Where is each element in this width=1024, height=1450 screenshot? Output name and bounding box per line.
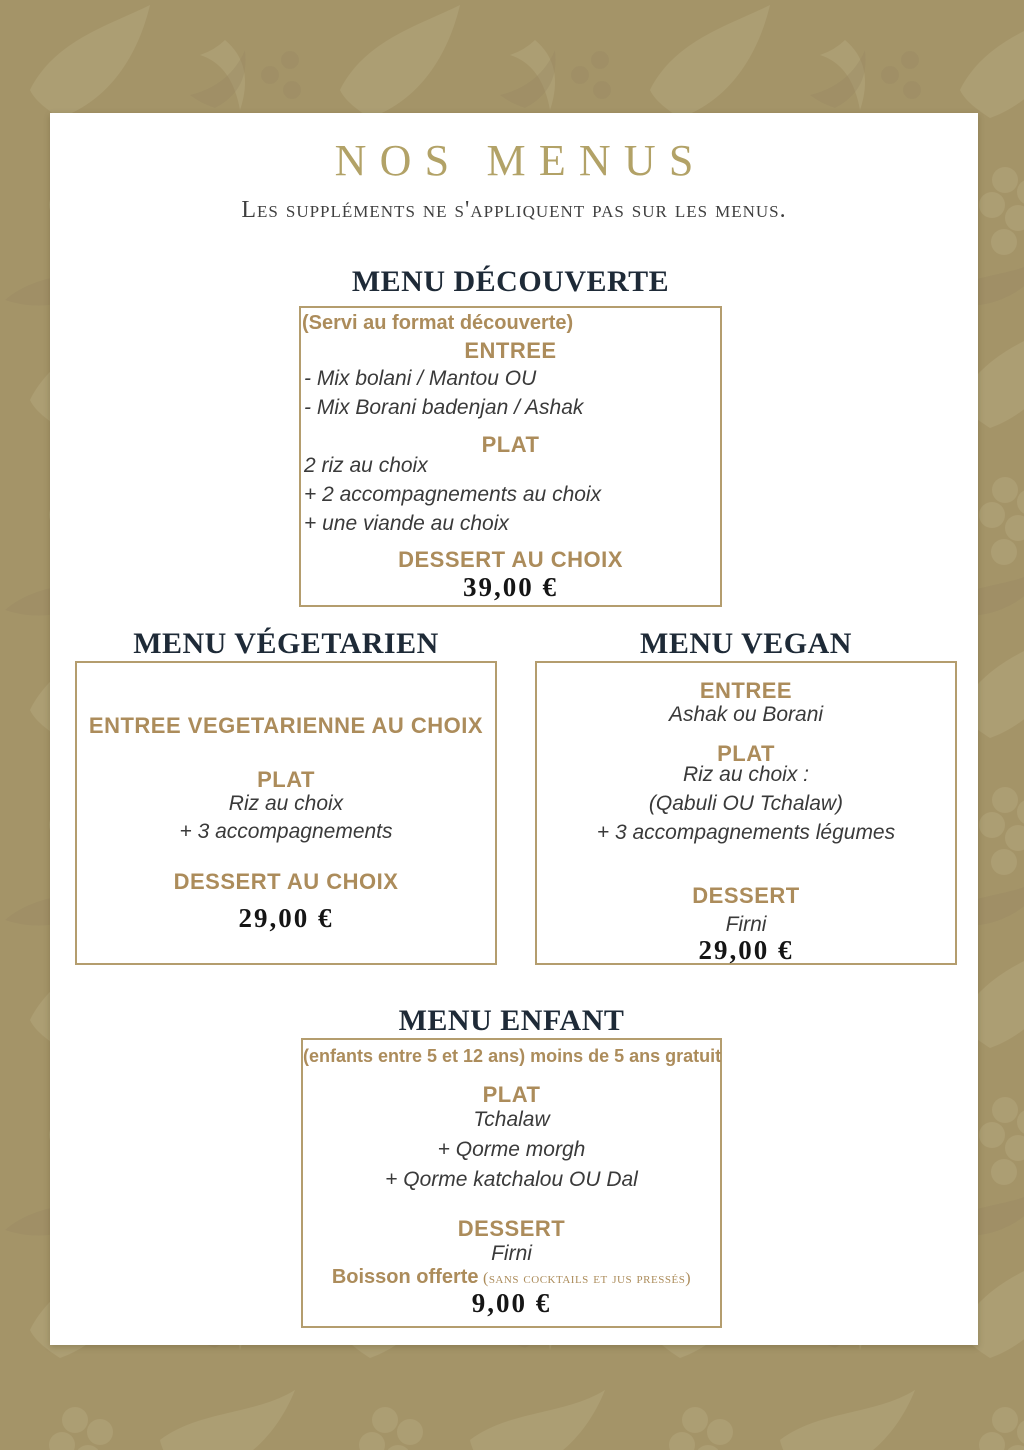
enfant-drink-line bbox=[303, 1266, 720, 1289]
decouverte-note: (Servi au format découverte) bbox=[302, 312, 574, 334]
box-menu-vegetarien bbox=[75, 661, 497, 965]
heading-menu-enfant: MENU ENFANT bbox=[398, 1004, 625, 1037]
vegan-plat-item: + 3 accompagnements légumes bbox=[596, 821, 896, 844]
decouverte-plat-item: 2 riz au choix bbox=[304, 454, 428, 477]
vegan-price: 29,00 € bbox=[698, 935, 794, 965]
vegetarien-plat-label: PLAT bbox=[257, 767, 315, 792]
box-menu-enfant bbox=[301, 1038, 722, 1328]
box-menu-vegan bbox=[535, 661, 957, 965]
decouverte-dessert-label: DESSERT AU CHOIX bbox=[398, 547, 623, 572]
vegan-plat-item: (Qabuli OU Tchalaw) bbox=[648, 792, 844, 815]
enfant-note: (enfants entre 5 et 12 ans) moins de 5 ans gratuit bbox=[303, 1046, 722, 1066]
vegan-plat-item: Riz au choix : bbox=[682, 763, 810, 786]
decouverte-entree-item: - Mix Borani badenjan / Ashak bbox=[304, 396, 584, 419]
decouverte-entree-label: ENTREE bbox=[464, 338, 557, 363]
vegetarien-dessert-label: DESSERT AU CHOIX bbox=[173, 869, 399, 894]
enfant-dessert-item: Firni bbox=[491, 1242, 532, 1265]
vegetarien-plat-item: + 3 accompagnements bbox=[179, 820, 393, 843]
heading-menu-vegan: MENU VEGAN bbox=[640, 627, 852, 660]
decouverte-entree-item: - Mix bolani / Mantou OU bbox=[304, 367, 537, 390]
vegan-plat-label: PLAT bbox=[717, 741, 775, 766]
enfant-plat-item: + Qorme morgh bbox=[437, 1138, 586, 1161]
heading-menu-decouverte: MENU DÉCOUVERTE bbox=[351, 265, 670, 298]
heading-menu-vegetarien: MENU VÉGETARIEN bbox=[133, 627, 439, 660]
enfant-dessert-label: DESSERT bbox=[457, 1216, 566, 1241]
menu-card bbox=[50, 113, 978, 1345]
decouverte-plat-item: + une viande au choix bbox=[304, 512, 509, 535]
enfant-price: 9,00 € bbox=[471, 1288, 552, 1318]
decouverte-price: 39,00 € bbox=[463, 572, 558, 602]
vegan-dessert-item: Firni bbox=[725, 913, 767, 936]
vegetarien-plat-item: Riz au choix bbox=[228, 792, 344, 815]
page-subtitle: Les suppléments ne s'appliquent pas sur les menus. bbox=[241, 197, 787, 223]
enfant-drink-note: (sans cocktails et jus pressés) bbox=[482, 1270, 692, 1287]
decouverte-plat-label: PLAT bbox=[481, 432, 540, 457]
page-title: NOS MENUS bbox=[334, 136, 707, 185]
vegetarien-entree-label: ENTREE VEGETARIENNE AU CHOIX bbox=[88, 713, 484, 738]
enfant-plat-item: Tchalaw bbox=[473, 1108, 550, 1131]
decouverte-plat-item: + 2 accompagnements au choix bbox=[304, 483, 602, 506]
enfant-drink-label: Boisson offerte bbox=[331, 1266, 479, 1288]
enfant-plat-label: PLAT bbox=[482, 1082, 541, 1107]
vegetarien-price: 29,00 € bbox=[238, 903, 334, 933]
enfant-plat-item: + Qorme katchalou OU Dal bbox=[385, 1168, 638, 1191]
vegan-entree-label: ENTREE bbox=[699, 678, 793, 703]
box-menu-decouverte bbox=[299, 306, 722, 607]
vegan-entree-item: Ashak ou Borani bbox=[668, 703, 824, 726]
vegan-dessert-label: DESSERT bbox=[692, 883, 800, 908]
